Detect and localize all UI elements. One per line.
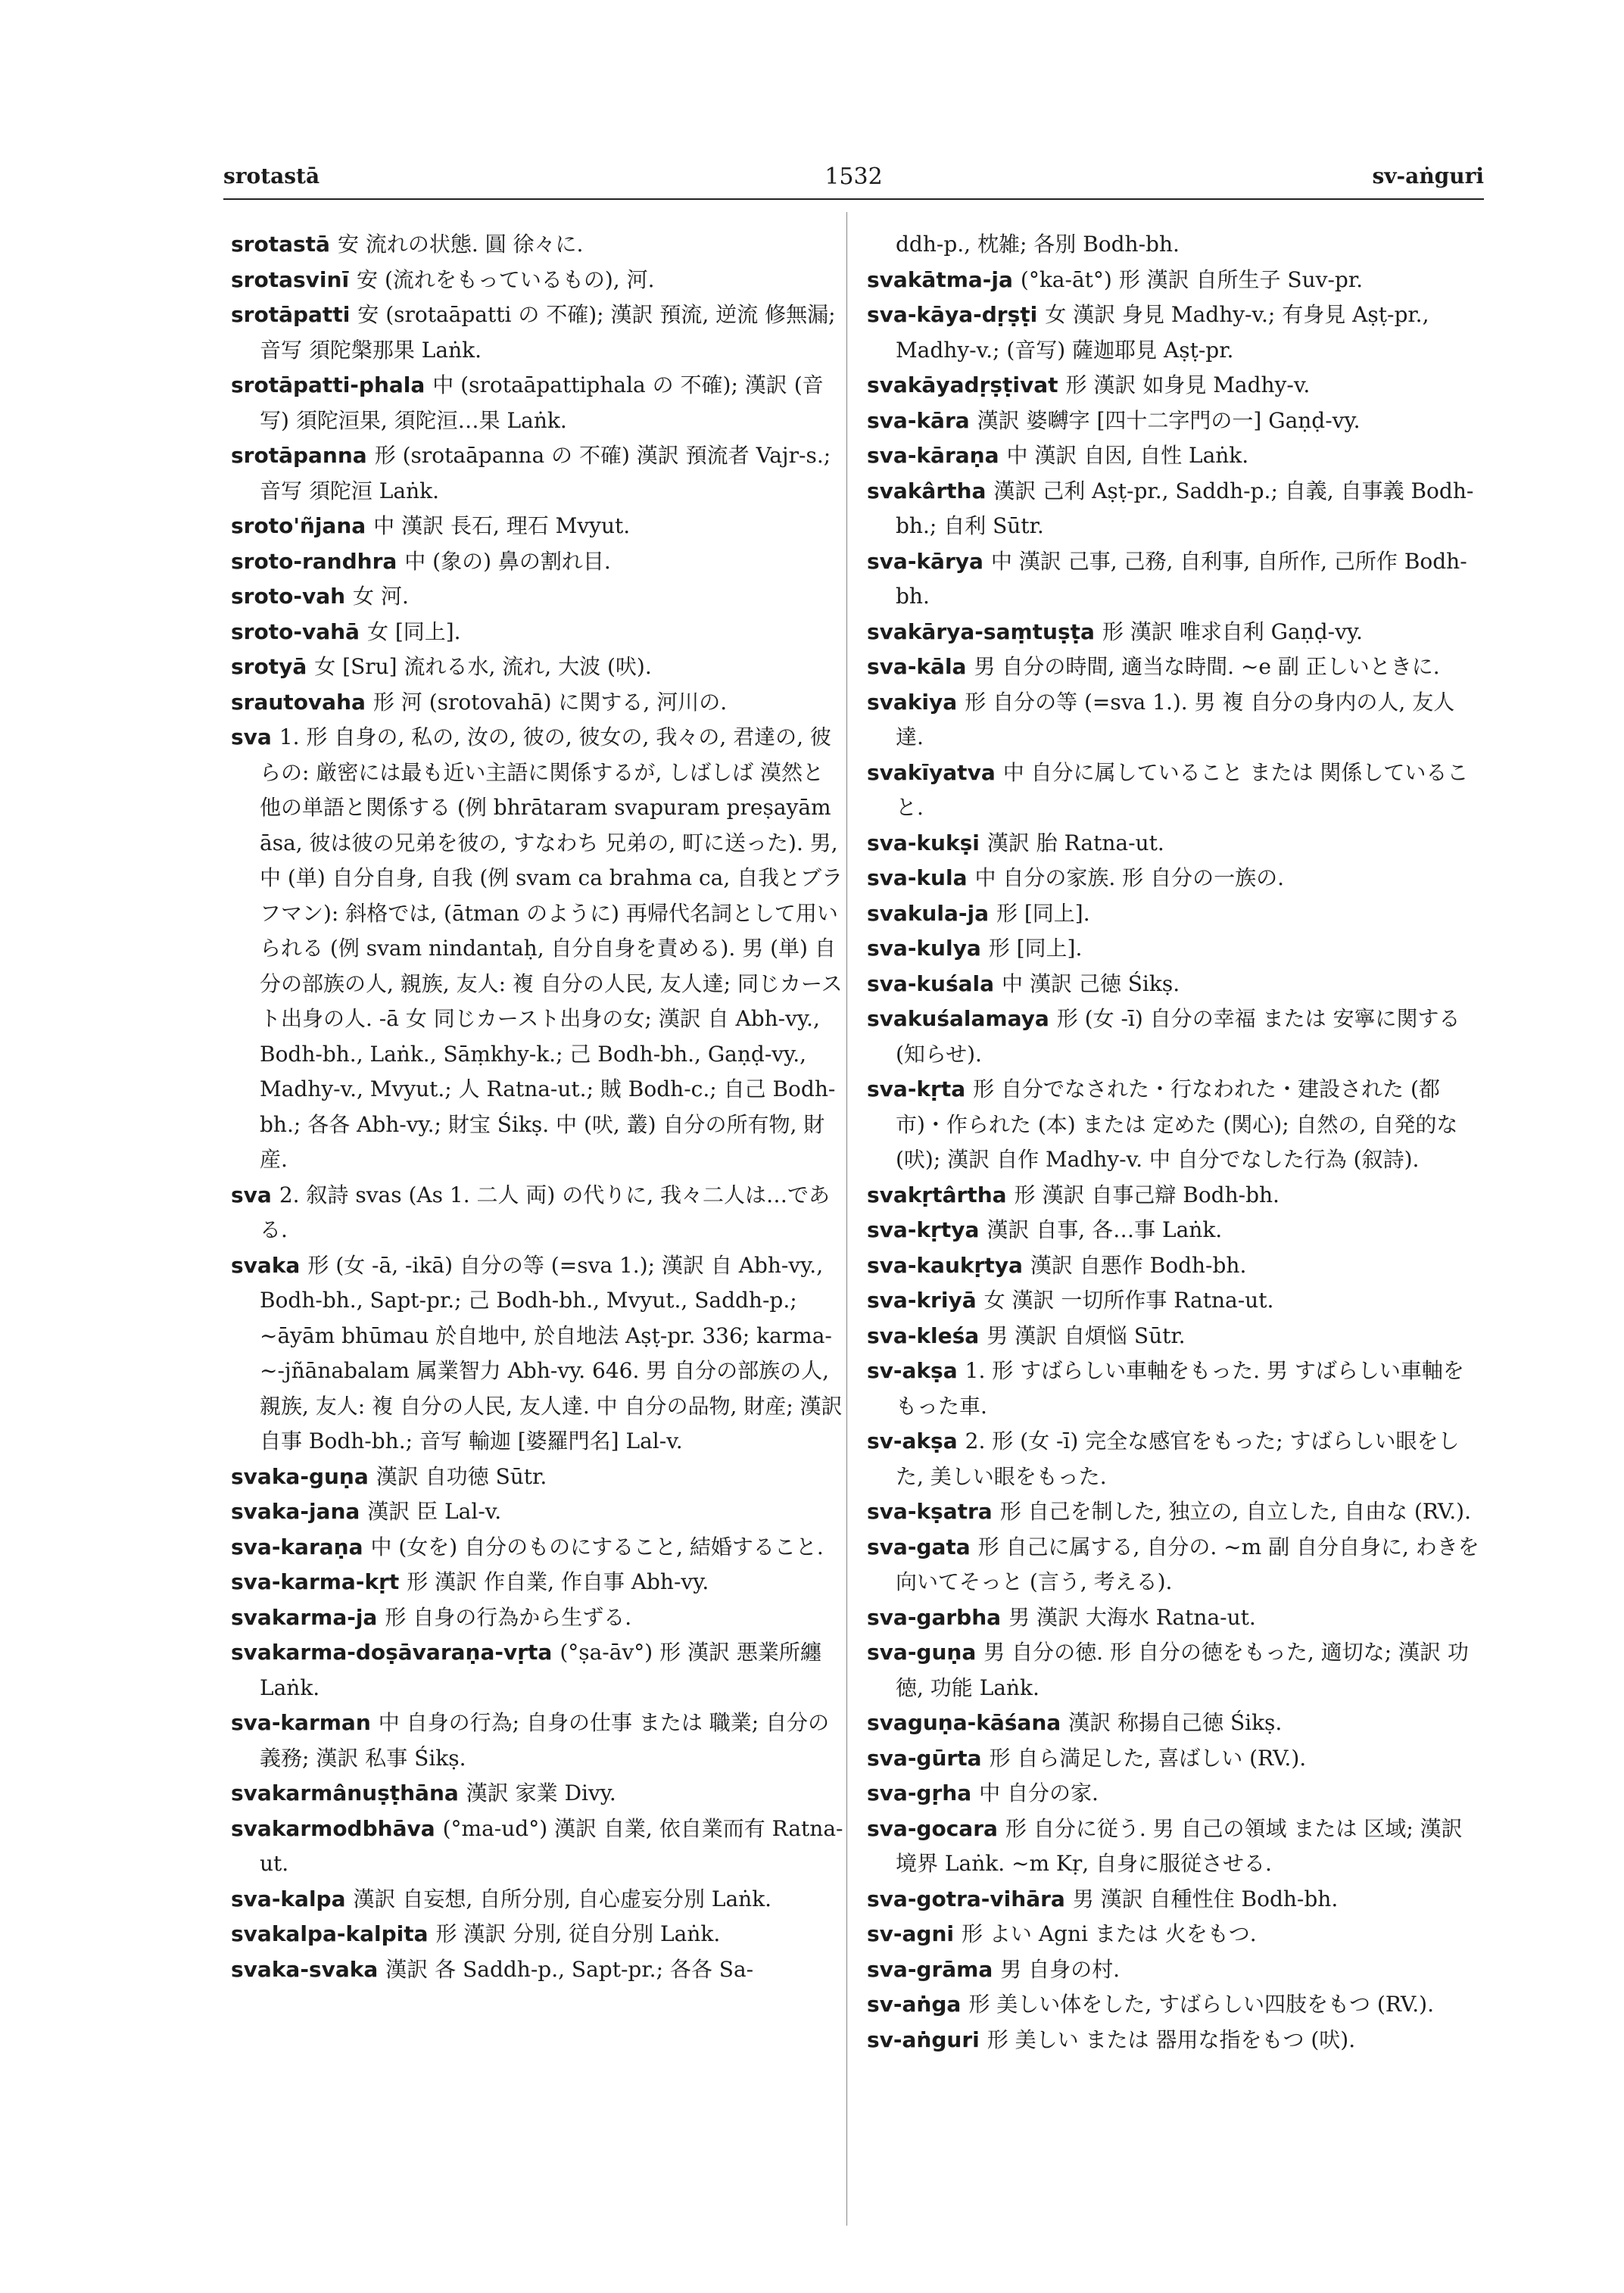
dictionary-entry [867,1354,1480,1424]
entry-headword: sva-garbha [867,1604,1002,1630]
entry-definition: 漢訳 自悪作 Bodh-bh. [1030,1252,1247,1278]
dictionary-entry [231,1178,844,1248]
entry-definition: 安 流れの状態. 圓 徐々に. [337,232,584,257]
entry-headword: sva-gata [867,1534,971,1559]
entry-headword: sva-kukṣi [867,830,980,855]
dictionary-entry [867,1776,1480,1812]
dictionary-entry [231,544,844,580]
dictionary-entry [867,368,1480,403]
left-column [231,227,844,1987]
entry-definition: 中 自分の家族. 形 自分の一族の. [974,865,1284,890]
dictionary-entry [231,1917,844,1952]
entry-headword: srotāpatti-phala [231,372,425,397]
entry-headword: sva-gūrta [867,1745,982,1771]
entry-headword: srautovaha [231,689,366,715]
entry-definition: (°ṣa-āv°) 形 漢訳 悪業所纏 Laṅk. [260,1640,821,1700]
entry-definition: 1. 形 自身の, 私の, 汝の, 彼の, 彼女の, 我々の, 君達の, 彼らの: 厳密には最も近い主語に関係するが, しばしば 漠然と他の単語と関係する (例 bhrātaram svapuram preṣayām āsa, 彼は彼の兄弟を彼の, すなわち 兄弟の, 町に送った). 男, 中 (単) 自分自身, 自我 (例 svam ca brahma ca, 自我とブラフマン): 斜格では, (ātman のように) 再帰代名詞として用いられる (例 svam nindantaḥ, 自分自身を責める). 男 (単) 自分の部族の人, 親族, 友人: 複 自分の人民, 友人達; 同じカースト出身の人. -ā 女 同じカースト出身の女; 漢訳 自 Abh-vy., Bodh-bh., Laṅk., Sāṃkhy-k.; 己 Bodh-bh., Gaṇḍ-vy., Madhy-v., Mvyut.; 人 Ratna-ut.; 賊 Bodh-c.; 自己 Bodh-bh.; 各各 Abh-vy.; 財宝 Śikṣ. 中 (吠, 叢) 自分の所有物, 財産. [260,724,843,1172]
dictionary-entry [867,1882,1480,1918]
entry-definition: 漢訳 各 Saddh-p., Sapt-pr.; 各各 Sa- [385,1956,754,1982]
entry-headword: srotyā [231,654,307,679]
header-right-headword: sv-aṅguri [1372,164,1484,188]
entry-headword: sva-grāma [867,1956,993,1982]
entry-headword: srotāpatti [231,302,351,327]
entry-definition: 形 漢訳 如身見 Madhy-v. [1065,372,1311,397]
entry-headword: svakiya [867,689,958,715]
entry-definition: ddh-p., 枕雑; 各別 Bodh-bh. [896,232,1180,257]
entry-definition: 中 漢訳 己事, 己務, 自利事, 自所作, 己所作 Bodh-bh. [896,548,1467,609]
entry-definition: 形 (srotaāpanna の 不確) 漢訳 預流者 Vajr-s.; 音写 須陀洹 Laṅk. [260,443,831,503]
dictionary-entry [867,756,1480,826]
dictionary-entry [867,474,1480,544]
entry-headword: sva-kṣatra [867,1499,993,1524]
dictionary-entry [867,826,1480,861]
dictionary-entry [867,544,1480,615]
dictionary-entry [231,227,844,263]
entry-definition: 女 [Sru] 流れる水, 流れ, 大波 (吠). [314,654,652,679]
entry-headword: sva-kāraṇa [867,443,999,468]
dictionary-entry [867,403,1480,439]
entry-definition: 女 漢訳 身見 Madhy-v.; 有身見 Aṣṭ-pr., Madhy-v.; (音写) 薩迦耶見 Aṣṭ-pr. [896,302,1429,363]
dictionary-entry [231,1952,844,1988]
entry-definition: 中 漢訳 長石, 理石 Mvyut. [373,513,631,538]
entry-headword: svaka [231,1252,301,1278]
dictionary-entry [867,1002,1480,1072]
entry-headword: svakuśalamaya [867,1006,1049,1031]
dictionary-entry [867,227,1480,263]
column-divider [846,212,847,2226]
entry-definition: 形 漢訳 自事己辯 Bodh-bh. [1014,1182,1280,1207]
entry-headword: sv-agni [867,1921,955,1946]
entry-definition: 女 河. [353,584,409,609]
dictionary-entry [867,1248,1480,1284]
dictionary-entry [231,1635,844,1706]
entry-definition: 中 漢訳 自因, 自性 Laṅk. [1006,443,1249,468]
entry-definition: 中 漢訳 己徳 Śikṣ. [1002,970,1180,996]
entry-headword: sva [231,724,272,749]
entry-definition: 漢訳 臣 Lal-v. [367,1499,502,1524]
dictionary-entry [231,1706,844,1776]
entry-definition: 中 (女を) 自分のものにすること, 結婚すること. [370,1534,824,1559]
dictionary-entry [231,1882,844,1918]
entry-definition: 男 漢訳 大海水 Ratna-ut. [1008,1604,1256,1630]
dictionary-entry [867,263,1480,298]
entry-definition: 漢訳 家業 Divy. [466,1781,616,1805]
dictionary-entry [231,650,844,685]
entry-definition: 男 自分の徳. 形 自分の徳をもった, 適切な; 漢訳 功徳, 功能 Laṅk. [896,1640,1469,1700]
dictionary-entry [231,720,844,1178]
dictionary-entry [867,896,1480,932]
dictionary-entry [231,298,844,368]
entry-definition: 形 美しい体をした, すばらしい四肢をもつ (RV.). [968,1992,1434,2017]
entry-definition: 形 自身の行為から生ずる. [385,1604,632,1630]
dictionary-entry [231,1600,844,1636]
entry-definition: 女 [同上]. [366,618,461,644]
entry-headword: sva-kulya [867,936,981,961]
entry-headword: sva-guṇa [867,1640,977,1665]
dictionary-entry [231,1494,844,1530]
entry-headword: sv-akṣa [867,1428,958,1453]
dictionary-entry [867,1494,1480,1530]
dictionary-entry [231,579,844,615]
entry-definition: 安 (srotaāpatti の 不確); 漢訳 預流, 逆流 修無漏; 音写 須陀槃那果 Laṅk. [260,302,836,363]
entry-headword: sva-kāla [867,654,967,679]
dictionary-entry [867,650,1480,685]
entry-definition: 女 漢訳 一切所作事 Ratna-ut. [983,1288,1274,1313]
page-header [223,164,1484,197]
dictionary-entry [867,1072,1480,1178]
dictionary-entry [867,298,1480,368]
entry-definition: 漢訳 自功徳 Sūtr. [376,1463,547,1489]
entry-definition: 形 [同上]. [988,936,1083,961]
entry-definition: 形 自分に従う. 男 自己の領域 または 区域; 漢訳 境界 Laṅk. ~m Kṛ, 自身に服従させる. [896,1815,1463,1876]
dictionary-entry [867,2023,1480,2058]
entry-definition: 形 (女 -ī) 自分の幸福 または 安寧に関する (知らせ). [896,1006,1460,1067]
entry-definition: 男 漢訳 自種性住 Bodh-bh. [1072,1886,1339,1911]
entry-definition: 形 美しい または 器用な指をもつ (吠). [987,2027,1356,2052]
dictionary-entry [867,1987,1480,2023]
dictionary-entry [867,967,1480,1002]
entry-definition: (°ka-āt°) 形 漢訳 自所生子 Suv-pr. [1020,266,1364,292]
entry-headword: sva-kāra [867,407,970,433]
entry-definition: 形 [同上]. [996,900,1090,926]
entry-headword: sva-kula [867,865,968,890]
entry-headword: sva-kuśala [867,970,995,996]
entry-headword: svakalpa-kalpita [231,1921,429,1946]
dictionary-entry [867,1741,1480,1777]
entry-headword: sva-kleśa [867,1323,980,1348]
dictionary-entry [867,1952,1480,1988]
entry-headword: sva-gotra-vihāra [867,1886,1065,1911]
entry-headword: sva-karaṇa [231,1534,363,1559]
entry-definition: 形 (女 -ā, -ikā) 自分の等 (=sva 1.); 漢訳 自 Abh-vy., Bodh-bh., Sapt-pr.; 己 Bodh-bh., Mvyut., Saddh-p.; ~āyām bhūmau 於自地中, 於自地法 Aṣṭ-pr. 336; karma-~-jñānabalam 属業智力 Abh-vy. 646. 男 自分の部族の人, 親族, 友人: 複 自分の人民, 友人達. 中 自分の品物, 財産; 漢訳 自事 Bodh-bh.; 音写 輸迦 [婆羅門名] Lal-v. [260,1252,843,1453]
entry-headword: svaka-jana [231,1499,360,1524]
entry-definition: 形 よい Agni または 火をもつ. [962,1921,1257,1946]
dictionary-entry [231,263,844,298]
entry-headword: sroto-vahā [231,618,360,644]
entry-headword: svakarmodbhāva [231,1815,435,1841]
entry-headword: svaka-svaka [231,1956,379,1982]
dictionary-entry [231,685,844,721]
dictionary-entry [867,931,1480,967]
entry-definition: 形 漢訳 分別, 従自分別 Laṅk. [435,1921,721,1946]
entry-definition: 男 漢訳 自煩悩 Sūtr. [987,1323,1186,1348]
entry-headword: sva-kalpa [231,1886,346,1911]
dictionary-entry [867,1530,1480,1600]
entry-definition: 漢訳 称揚自己徳 Śikṣ. [1068,1710,1283,1735]
page-number: 1532 [824,164,883,190]
entry-headword: sroto-vah [231,584,346,609]
entry-definition: 漢訳 胎 Ratna-ut. [987,830,1164,855]
dictionary-entry [867,1600,1480,1636]
entry-headword: svaka-guṇa [231,1463,369,1489]
entry-headword: sv-aṅguri [867,2027,980,2052]
dictionary-entry [867,1178,1480,1213]
entry-headword: sva [231,1182,272,1207]
dictionary-entry [231,368,844,438]
right-column [867,227,1480,2058]
entry-definition: 形 自己を制した, 独立の, 自立した, 自由な (RV.). [999,1499,1471,1524]
dictionary-entry [231,1812,844,1882]
entry-headword: sva-kāya-dṛṣṭi [867,302,1038,327]
entry-headword: sva-kārya [867,548,983,574]
entry-headword: srotastā [231,232,330,257]
entry-headword: svakula-ja [867,900,989,926]
entry-headword: sva-kṛta [867,1076,966,1101]
entry-headword: sva-kṛtya [867,1217,980,1242]
dictionary-entry [231,1776,844,1812]
dictionary-entry [867,1706,1480,1741]
dictionary-entry [231,509,844,544]
entry-definition: 1. 形 すばらしい車軸をもった. 男 すばらしい車軸をもった車. [896,1358,1464,1419]
entry-headword: svakarma-ja [231,1604,378,1630]
entry-definition: 安 (流れをもっているもの), 河. [357,266,655,292]
entry-headword: svakarma-doṣāvaraṇa-vṛta [231,1640,553,1665]
entry-definition: 中 (srotaāpattiphala の 不確); 漢訳 (音写) 須陀洹果, 須陀洹…果 Laṅk. [260,372,824,433]
entry-definition: 中 自分の家. [979,1781,1099,1805]
entry-definition: 漢訳 自事, 各…事 Laṅk. [987,1217,1223,1242]
entry-headword: svaguṇa-kāśana [867,1710,1061,1735]
entry-headword: sv-aṅga [867,1992,962,2017]
entry-definition: 形 河 (srotovahā) に関する, 河川の. [372,689,728,715]
entry-headword: svakīyatva [867,759,996,785]
dictionary-entry [231,1460,844,1495]
entry-definition: 形 漢訳 唯求自利 Gaṇḍ-vy. [1102,618,1363,644]
entry-definition: 中 自分に属していること または 関係していること. [896,759,1469,820]
dictionary-entry [867,1917,1480,1952]
dictionary-entry [867,861,1480,896]
dictionary-entry [867,1319,1480,1354]
entry-definition: 男 自分の時間, 適当な時間. ~e 副 正しいときに. [974,654,1440,679]
entry-definition: 形 漢訳 作自業, 作自事 Abh-vy. [407,1569,709,1594]
dictionary-entry [867,1283,1480,1319]
dictionary-entry [231,438,844,509]
entry-definition: 男 自身の村. [1000,1956,1121,1982]
dictionary-entry [867,685,1480,756]
header-left-headword: srotastā [223,164,320,188]
entry-headword: svakarmânuṣṭhāna [231,1781,459,1805]
header-rule [223,198,1484,200]
entry-headword: sva-gṛha [867,1781,972,1805]
entry-definition: (°ma-ud°) 漢訳 自業, 依自業而有 Ratna-ut. [260,1815,843,1876]
entry-headword: svakṛtârtha [867,1182,1007,1207]
dictionary-entry [867,1424,1480,1494]
entry-headword: sva-gocara [867,1815,998,1841]
dictionary-entry [231,1248,844,1460]
entry-definition: 形 自己に属する, 自分の. ~m 副 自分自身に, わきを向いてそっと (言う, 考える). [896,1534,1479,1594]
entry-definition: 中 (象の) 鼻の割れ目. [404,548,611,574]
entry-headword: srotāpanna [231,443,367,468]
dictionary-entry [867,438,1480,474]
entry-definition: 2. 叙詩 svas (As 1. 二人 両) の代りに, 我々二人は…である. [260,1182,831,1242]
entry-headword: sv-akṣa [867,1358,958,1383]
entry-definition: 2. 形 (女 -ī) 完全な感官をもった; すばらしい眼をした, 美しい眼をもった. [896,1428,1460,1489]
dictionary-entry [867,1635,1480,1706]
entry-headword: sroto'ñjana [231,513,366,538]
dictionary-entry [867,1213,1480,1248]
dictionary-entry [867,615,1480,650]
entry-definition: 形 自分でなされた・行なわれた・建設された (都市)・作られた (本) または 定めた (関心); 自然の, 自発的な (吠); 漢訳 自作 Madhy-v. 中 自分でなした行為 (叙詩). [896,1076,1458,1172]
entry-headword: sva-karman [231,1710,371,1735]
entry-headword: svakârtha [867,478,987,503]
entry-headword: svakārya-saṃtuṣṭa [867,618,1095,644]
entry-headword: svakātma-ja [867,266,1013,292]
dictionary-entry [231,1565,844,1600]
dictionary-entry [231,615,844,650]
entry-headword: sroto-randhra [231,548,397,574]
entry-definition: 中 自身の行為; 自身の仕事 または 職業; 自分の義務; 漢訳 私事 Śikṣ. [260,1710,830,1771]
entry-headword: svakāyadṛṣṭivat [867,372,1058,397]
entry-definition: 形 自ら満足した, 喜ばしい (RV.). [989,1745,1307,1771]
entry-headword: sva-karma-kṛt [231,1569,400,1594]
dictionary-entry [867,1812,1480,1882]
entry-headword: sva-kaukṛtya [867,1252,1023,1278]
entry-definition: 形 自分の等 (=sva 1.). 男 複 自分の身内の人, 友人達. [896,689,1455,749]
entry-definition: 漢訳 自妄想, 自所分別, 自心虚妄分別 Laṅk. [353,1886,772,1911]
entry-definition: 漢訳 婆嚩字 [四十二字門の一] Gaṇḍ-vy. [977,407,1361,433]
entry-definition: 漢訳 己利 Aṣṭ-pr., Saddh-p.; 自義, 自事義 Bodh-bh.; 自利 Sūtr. [896,478,1474,538]
entry-headword: srotasvinī [231,266,350,292]
dictionary-entry [231,1530,844,1566]
entry-headword: sva-kriyā [867,1288,977,1313]
